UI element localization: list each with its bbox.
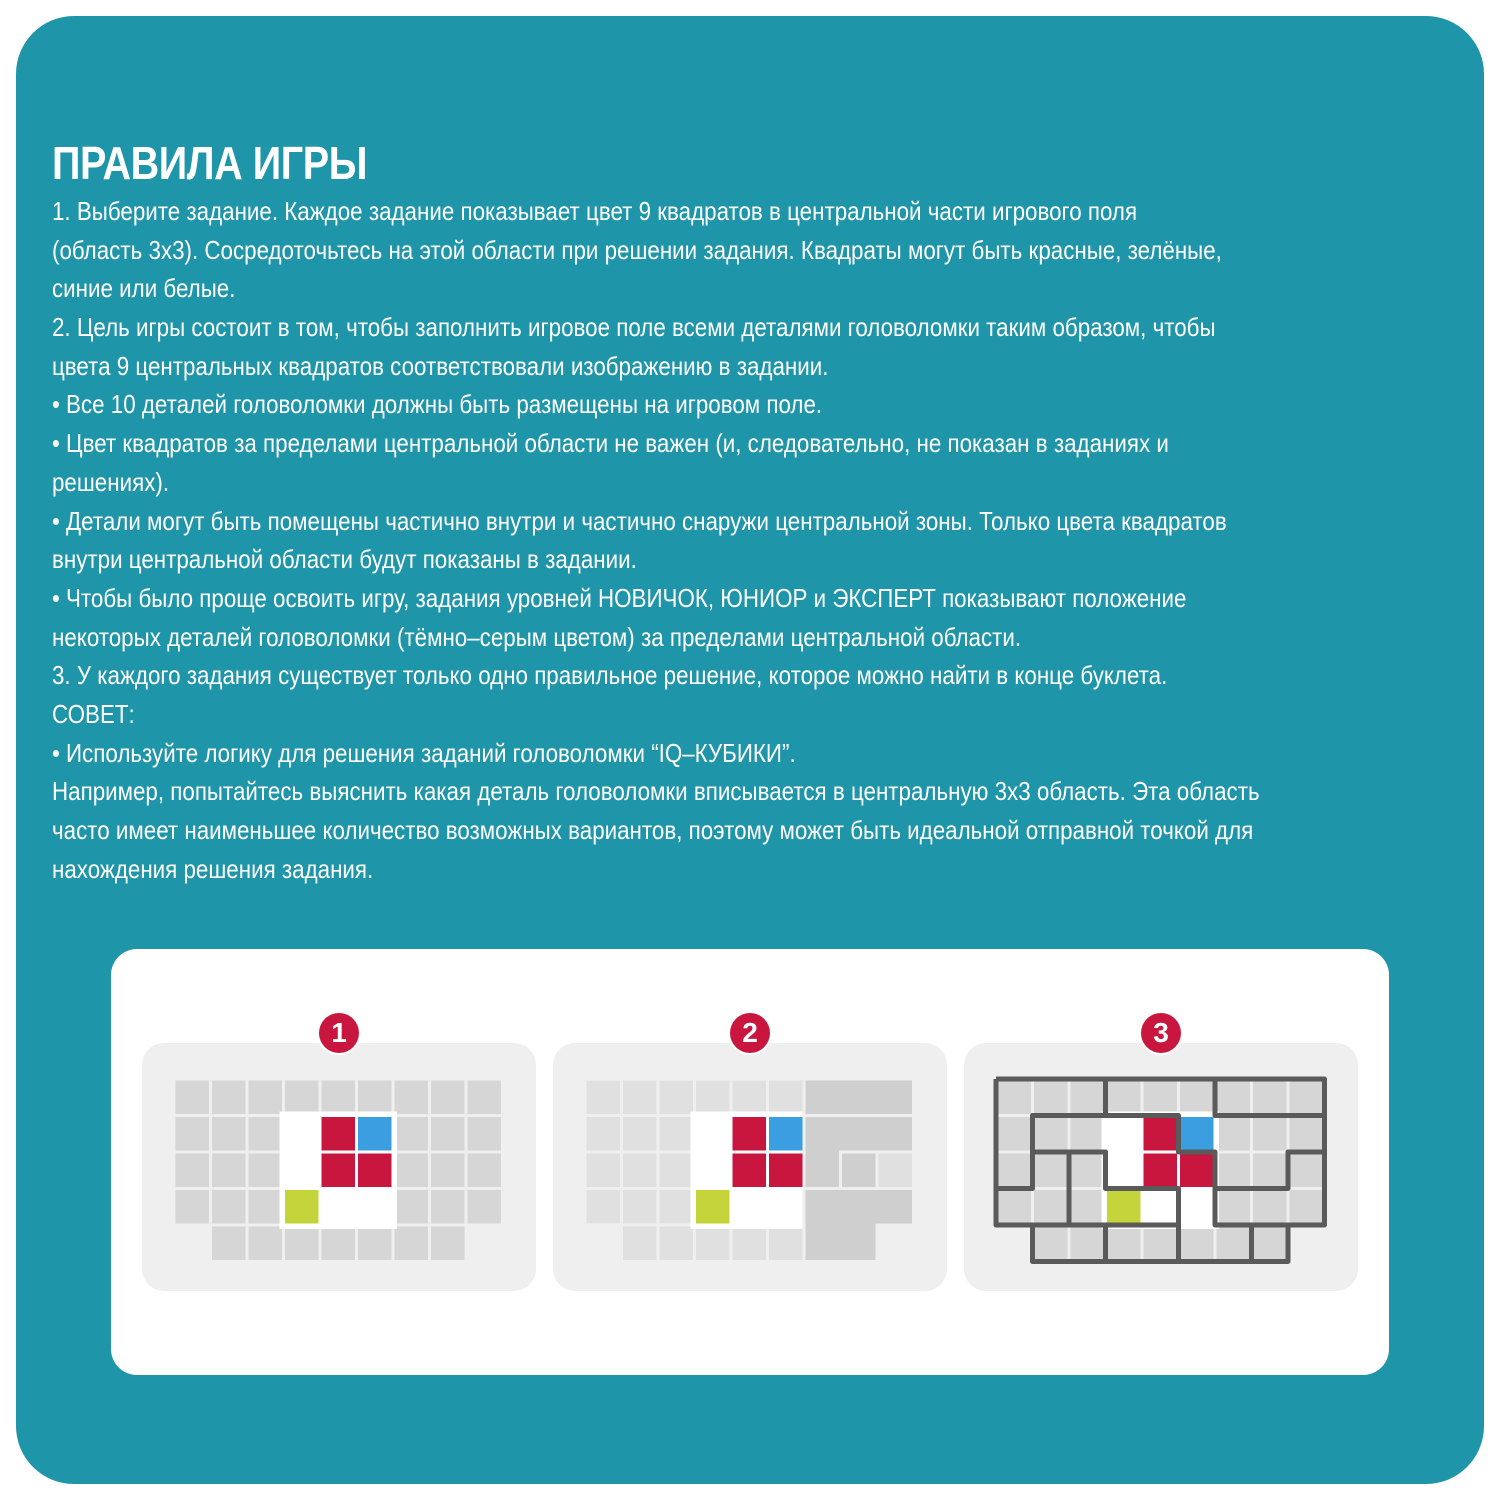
board-cell	[176, 1117, 210, 1151]
board-cell	[660, 1227, 694, 1261]
board-cell	[468, 1190, 502, 1224]
board-cell	[998, 1117, 1032, 1151]
gray-piece	[804, 1079, 914, 1116]
board-cell	[1290, 1154, 1324, 1188]
board-cell	[1034, 1081, 1068, 1115]
board-cell	[1253, 1227, 1287, 1261]
board-cell	[587, 1117, 621, 1151]
page-title: ПРАВИЛА ИГРЫ	[52, 137, 368, 189]
board-cell	[998, 1190, 1032, 1224]
board-cell	[1290, 1081, 1324, 1115]
board-cell	[1253, 1154, 1287, 1188]
board-cell	[1034, 1190, 1068, 1224]
example-step-1	[142, 1043, 536, 1291]
board-cell	[998, 1154, 1032, 1188]
board-cell	[1180, 1081, 1214, 1115]
rules-line: синие или белые.	[52, 273, 236, 304]
rules-line: СОВЕТ:	[52, 698, 135, 729]
center-square-red	[322, 1117, 356, 1151]
board-cell	[468, 1117, 502, 1151]
board-cell	[623, 1227, 657, 1261]
board-cell	[769, 1081, 803, 1115]
board-cell	[1034, 1117, 1068, 1151]
center-square-green	[1107, 1190, 1141, 1224]
board-step-2	[553, 1043, 947, 1291]
board-cell	[660, 1081, 694, 1115]
board-cell	[431, 1190, 465, 1224]
board-cell	[1253, 1081, 1287, 1115]
board-cell	[660, 1117, 694, 1151]
center-square-red	[1144, 1117, 1178, 1151]
step-number-1: 1	[319, 1013, 359, 1053]
board-cell	[431, 1154, 465, 1188]
board-cell	[431, 1081, 465, 1115]
board-cell	[249, 1227, 283, 1261]
board-cell	[660, 1190, 694, 1224]
board-cell	[1107, 1227, 1141, 1261]
board-cell	[1217, 1117, 1251, 1151]
board-cell	[1071, 1117, 1105, 1151]
gray-piece	[804, 1189, 914, 1262]
board-cell	[322, 1227, 356, 1261]
board-cell	[587, 1154, 621, 1188]
board-cell	[358, 1081, 392, 1115]
rules-line: часто имеет наименьшее количество возможных вариантов, поэтому может быть идеальной отправной точкой для	[52, 815, 1254, 845]
center-square-red	[769, 1154, 803, 1188]
example-panel	[111, 949, 1389, 1375]
rules-card	[16, 16, 1484, 1484]
board-cell	[879, 1154, 913, 1188]
board-cell	[623, 1117, 657, 1151]
board-cell	[998, 1081, 1032, 1115]
center-square-green	[696, 1190, 730, 1224]
center-square-red	[1144, 1154, 1178, 1188]
board-cell	[395, 1227, 429, 1261]
rules-line: нахождения решения задания.	[52, 853, 374, 884]
rules-line: цвета 9 центральных квадратов соответствовали изображению в задании.	[52, 350, 829, 381]
example-step-3	[964, 1043, 1358, 1291]
board-cell	[395, 1081, 429, 1115]
board-cell	[1217, 1190, 1251, 1224]
step-number-2: 2	[730, 1013, 770, 1053]
rules-line: • Детали могут быть помещены частично внутри и частично снаружи центральной зоны. Только цвета квадратов	[52, 505, 1227, 536]
rules-line: • Все 10 деталей головоломки должны быть размещены на игровом поле.	[52, 389, 823, 420]
board-cell	[285, 1081, 319, 1115]
rules-text	[52, 192, 1472, 888]
board-cell	[249, 1154, 283, 1188]
board-cell	[1071, 1154, 1105, 1188]
board-step-1	[142, 1043, 536, 1291]
gray-piece	[841, 1152, 878, 1189]
board-cell	[249, 1081, 283, 1115]
board-cell	[431, 1227, 465, 1261]
board-cell	[358, 1227, 392, 1261]
rules-line: 1. Выберите задание. Каждое задание показывает цвет 9 квадратов в центральной части игрового поля	[52, 196, 1138, 226]
rules-line: • Используйте логику для решения заданий головоломки “IQ–КУБИКИ”.	[52, 737, 796, 768]
board-cell	[769, 1227, 803, 1261]
board-cell	[212, 1081, 246, 1115]
board-cell	[623, 1081, 657, 1115]
board-cell	[212, 1154, 246, 1188]
center-square-red	[1180, 1154, 1214, 1188]
board-cell	[212, 1190, 246, 1224]
board-cell	[1144, 1227, 1178, 1261]
board-cell	[587, 1190, 621, 1224]
board-cell	[1144, 1081, 1178, 1115]
board-cell	[1253, 1117, 1287, 1151]
example-step-2	[553, 1043, 947, 1291]
board-cell	[468, 1154, 502, 1188]
board-cell	[212, 1117, 246, 1151]
rules-line: некоторых деталей головоломки (тёмно–серым цветом) за пределами центральной области.	[52, 621, 1022, 652]
center-square-blue	[769, 1117, 803, 1151]
board-cell	[623, 1190, 657, 1224]
board-cell	[1217, 1154, 1251, 1188]
center-square-red	[733, 1117, 767, 1151]
board-cell	[431, 1117, 465, 1151]
board-cell	[696, 1081, 730, 1115]
board-cell	[176, 1190, 210, 1224]
center-square-blue	[358, 1117, 392, 1151]
board-cell	[733, 1227, 767, 1261]
board-cell	[696, 1227, 730, 1261]
center-square-red	[322, 1154, 356, 1188]
board-cell	[1290, 1190, 1324, 1224]
rules-line: внутри центральной области будут показаны в задании.	[52, 544, 637, 575]
rules-line: 2. Цель игры состоит в том, чтобы заполнить игровое поле всеми деталями головоломки таким образом, чтобы	[52, 312, 1216, 343]
board-cell	[395, 1190, 429, 1224]
board-cell	[1071, 1227, 1105, 1261]
center-square-red	[358, 1154, 392, 1188]
board-cell	[1071, 1081, 1105, 1115]
rules-line: • Цвет квадратов за пределами центральной области не важен (и, следовательно, не показан в заданиях и	[52, 428, 1169, 459]
board-cell	[212, 1227, 246, 1261]
board-cell	[249, 1117, 283, 1151]
rules-line: Например, попытайтесь выяснить какая деталь головоломки вписывается в центральную 3х3 область. Эта область	[52, 776, 1260, 807]
rules-line: решениях).	[52, 466, 170, 497]
rules-line: • Чтобы было проще освоить игру, задания уровней НОВИЧОК, ЮНИОР и ЭКСПЕРТ показывают положение	[52, 582, 1187, 613]
board-cell	[1034, 1154, 1068, 1188]
board-cell	[285, 1227, 319, 1261]
board-cell	[1071, 1190, 1105, 1224]
board-cell	[395, 1117, 429, 1151]
board-cell	[1217, 1227, 1251, 1261]
center-square-red	[733, 1154, 767, 1188]
board-cell	[322, 1081, 356, 1115]
board-cell	[176, 1081, 210, 1115]
board-cell	[1290, 1117, 1324, 1151]
board-cell	[249, 1190, 283, 1224]
board-cell	[468, 1081, 502, 1115]
rules-line: 3. У каждого задания существует только одно правильное решение, которое можно найти в конце буклета.	[52, 660, 1168, 691]
board-step-3	[964, 1043, 1358, 1291]
board-cell	[1253, 1190, 1287, 1224]
board-cell	[1217, 1081, 1251, 1115]
board-cell	[395, 1154, 429, 1188]
board-cell	[1180, 1227, 1214, 1261]
step-number-3: 3	[1141, 1013, 1181, 1053]
board-cell	[660, 1154, 694, 1188]
board-cell	[587, 1081, 621, 1115]
board-cell	[733, 1081, 767, 1115]
rules-line: (область 3х3). Сосредоточьтесь на этой области при решении задания. Квадраты могут быть красные, зелёные,	[52, 234, 1222, 265]
board-cell	[1107, 1081, 1141, 1115]
center-square-blue	[1180, 1117, 1214, 1151]
board-cell	[176, 1154, 210, 1188]
board-cell	[1034, 1227, 1068, 1261]
center-square-green	[285, 1190, 319, 1224]
board-cell	[623, 1154, 657, 1188]
